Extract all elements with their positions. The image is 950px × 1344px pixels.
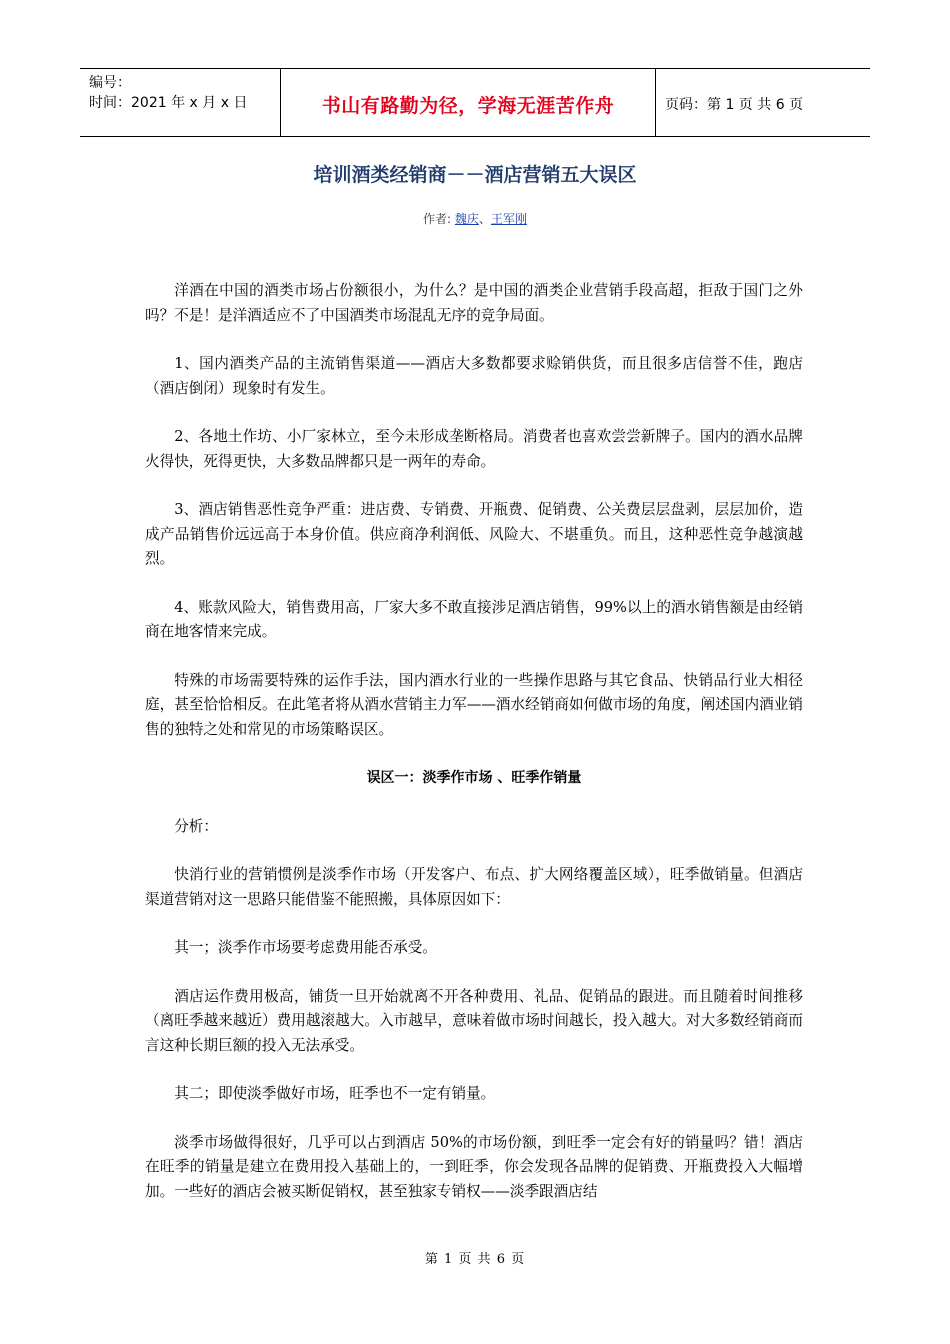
document-title: 培训酒类经销商－－酒店营销五大误区 — [313, 164, 637, 186]
document-header — [80, 68, 870, 137]
author-line — [0, 210, 950, 227]
paragraph: 3、酒店销售恶性竞争严重：进店费、专销费、开瓶费、促销费、公关费层层盘剥，层层加价，造成产品销售价远远高于本身价值。供应商净利润低、风险大、不堪重负。而且，这种恶性竞争越演越烈。 — [145, 501, 803, 567]
paragraph: 特殊的市场需要特殊的运作手法，国内酒水行业的一些操作思路与其它食品、快销品行业大相径庭，甚至恰恰相反。在此笔者将从酒水营销主力军——酒水经销商如何做市场的角度，阐述国内酒业销售的独特之处和常见的市场策略误区。 — [145, 671, 803, 738]
page-footer: 第 1 页 共 6 页 — [424, 1252, 526, 1267]
paragraph: 4、账款风险大，销售费用高，厂家大多不敢直接涉足酒店销售，99%以上的酒水销售额是由经销商在地客情来完成。 — [145, 598, 803, 640]
author-link[interactable]: 魏庆 — [454, 212, 479, 226]
paragraph: 2、各地土作坊、小厂家林立，至今未形成垄断格局。消费者也喜欢尝尝新牌子。国内的酒水品牌火得快，死得更快，大多数品牌都只是一两年的寿命。 — [145, 428, 803, 470]
header-motto: 书山有路勤为径，学海无涯苦作舟 — [321, 95, 615, 117]
paragraph: 其二；即使淡季做好市场，旺季也不一定有销量。 — [174, 1085, 496, 1102]
paragraph: 快消行业的营销惯例是淡季作市场（开发客户、布点、扩大网络覆盖区域），旺季做销量。但酒店渠道营销对这一思路只能借鉴不能照搬，具体原因如下： — [145, 866, 803, 908]
header-number-label: 编号： — [89, 75, 131, 91]
author-prefix: 作者: — [423, 212, 455, 226]
header-divider — [655, 69, 656, 136]
header-meta — [89, 73, 247, 113]
paragraph: 洋酒在中国的酒类市场占份额很小，为什么？是中国的酒类企业营销手段高超，拒敌于国门之外吗？不是！是洋酒适应不了中国酒类市场混乱无序的竞争局面。 — [145, 282, 803, 324]
article-body — [145, 279, 803, 1228]
paragraph: 酒店运作费用极高，铺货一旦开始就离不开各种费用、礼品、促销品的跟进。而且随着时间推移（离旺季越来越近）费用越滚越大。入市越早，意味着做市场时间越长，投入越大。对大多数经销商而言这种长期巨额的投入无法承受。 — [145, 987, 803, 1054]
paragraph: 分析： — [174, 817, 218, 835]
paragraph: 1、国内酒类产品的主流销售渠道——酒店大多数都要求赊销供货，而且很多店信誉不佳，跑店（酒店倒闭）现象时有发生。 — [145, 355, 803, 397]
section-heading: 误区一：淡季作市场 、旺季作销量 — [366, 770, 582, 786]
author-link[interactable]: 王军刚 — [490, 212, 527, 226]
paragraph: 其一；淡季作市场要考虑费用能否承受。 — [174, 939, 437, 956]
header-page-info: 页码：第 1 页 共 6 页 — [665, 97, 804, 113]
author-separator: 、 — [478, 212, 491, 226]
paragraph: 淡季市场做得很好，几乎可以占到酒店 50%的市场份额，到旺季一定会有好的销量吗？错！酒店在旺季的销量是建立在费用投入基础上的，一到旺季，你会发现各品牌的促销费、开瓶费投入大幅增加。一些好的酒店会被买断促销权，甚至独家专销权——淡季跟酒店结 — [145, 1133, 803, 1200]
header-time-label: 时间：2021 年 x 月 x 日 — [89, 95, 248, 111]
